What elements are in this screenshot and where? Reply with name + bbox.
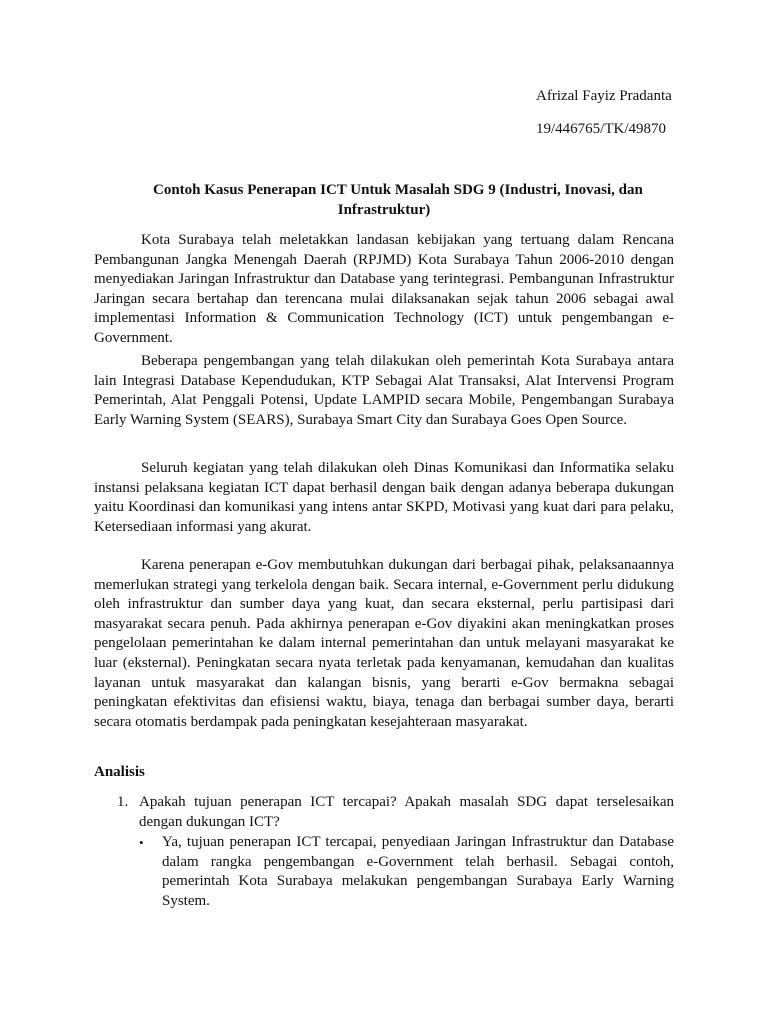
- author-name: Afrizal Fayiz Pradanta: [536, 88, 672, 104]
- answer-text: Ya, tujuan penerapan ICT tercapai, penyediaan Jaringan Infrastruktur dan Database dalam rangka pengembangan e-Government telah berhasil. Sebagai contoh, pemerintah Kota Surabaya melakukan pengembangan Surabaya Early Warning System.: [162, 834, 674, 909]
- paragraph-3: Seluruh kegiatan yang telah dilakukan oleh Dinas Komunikasi dan Informatika selaku instansi pelaksana kegiatan ICT dapat berhasil dengan baik dengan adanya beberapa dukungan yaitu Koordinasi dan komunikasi yang intens antar SKPD, Motivasi yang kuat dari para pelaku, Ketersediaan informasi yang akurat.: [94, 460, 674, 535]
- question-text: Apakah tujuan penerapan ICT tercapai? Apakah masalah SDG dapat terselesaikan dengan dukungan ICT?: [139, 794, 674, 830]
- title-line-2: Infrastruktur): [337, 202, 431, 218]
- title-line-1: Contoh Kasus Penerapan ICT Untuk Masalah SDG 9 (Industri, Inovasi, dan: [153, 182, 643, 198]
- student-id: 19/446765/TK/49870: [536, 121, 666, 137]
- paragraph-1: Kota Surabaya telah meletakkan landasan kebijakan yang tertuang dalam Rencana Pembangunan Jangka Menengah Daerah (RPJMD) Kota Surabaya Tahun 2006-2010 dengan menyediakan Jaringan Infrastruktur dan Database yang terintegrasi. Pembangunan Infrastruktur Jaringan secara bertahap dan terencana mulai dilaksanakan sejak tahun 2006 sebagai awal implementasi Information & Communication Technology (ICT) untuk pengembangan e-Government.: [94, 232, 674, 346]
- answer-item: [94, 833, 674, 911]
- question-item: [94, 793, 674, 832]
- question-number: 1.: [117, 794, 129, 810]
- paragraph-4: Karena penerapan e-Gov membutuhkan dukungan dari berbagai pihak, pelaksanaannya memerlukan strategi yang terkelola dengan baik. Secara internal, e-Government perlu didukung oleh infrastruktur dan sumber daya yang kuat, dan secara eksternal, perlu partisipasi dari masyarakat secara penuh. Pada akhirnya penerapan e-Gov diyakini akan meningkatkan proses pengelolaan pemerintahan ke dalam internal pemerintahan dan untuk melayani masyarakat ke luar (eksternal). Peningkatan secara nyata terletak pada kenyamanan, kemudahan dan kualitas layanan untuk masyarakat dan kalangan bisnis, yang berarti e-Gov bermakna sebagai peningkatan efektivitas dan efisiensi waktu, biaya, tenaga dan berbagai sumber daya, berarti secara otomatis berdampak pada peningkatan kesejahteraan masyarakat.: [94, 557, 674, 730]
- bullet-icon: •: [139, 835, 144, 850]
- document-title: [94, 180, 674, 220]
- analysis-heading: Analisis: [94, 764, 145, 780]
- paragraph-2: Beberapa pengembangan yang telah dilakukan oleh pemerintah Kota Surabaya antara lain Integrasi Database Kependudukan, KTP Sebagai Alat Transaksi, Alat Intervensi Program Pemerintah, Alat Penggali Potensi, Update LAMPID secara Mobile, Pengembangan Surabaya Early Warning System (SEARS), Surabaya Smart City dan Surabaya Goes Open Source.: [94, 353, 674, 428]
